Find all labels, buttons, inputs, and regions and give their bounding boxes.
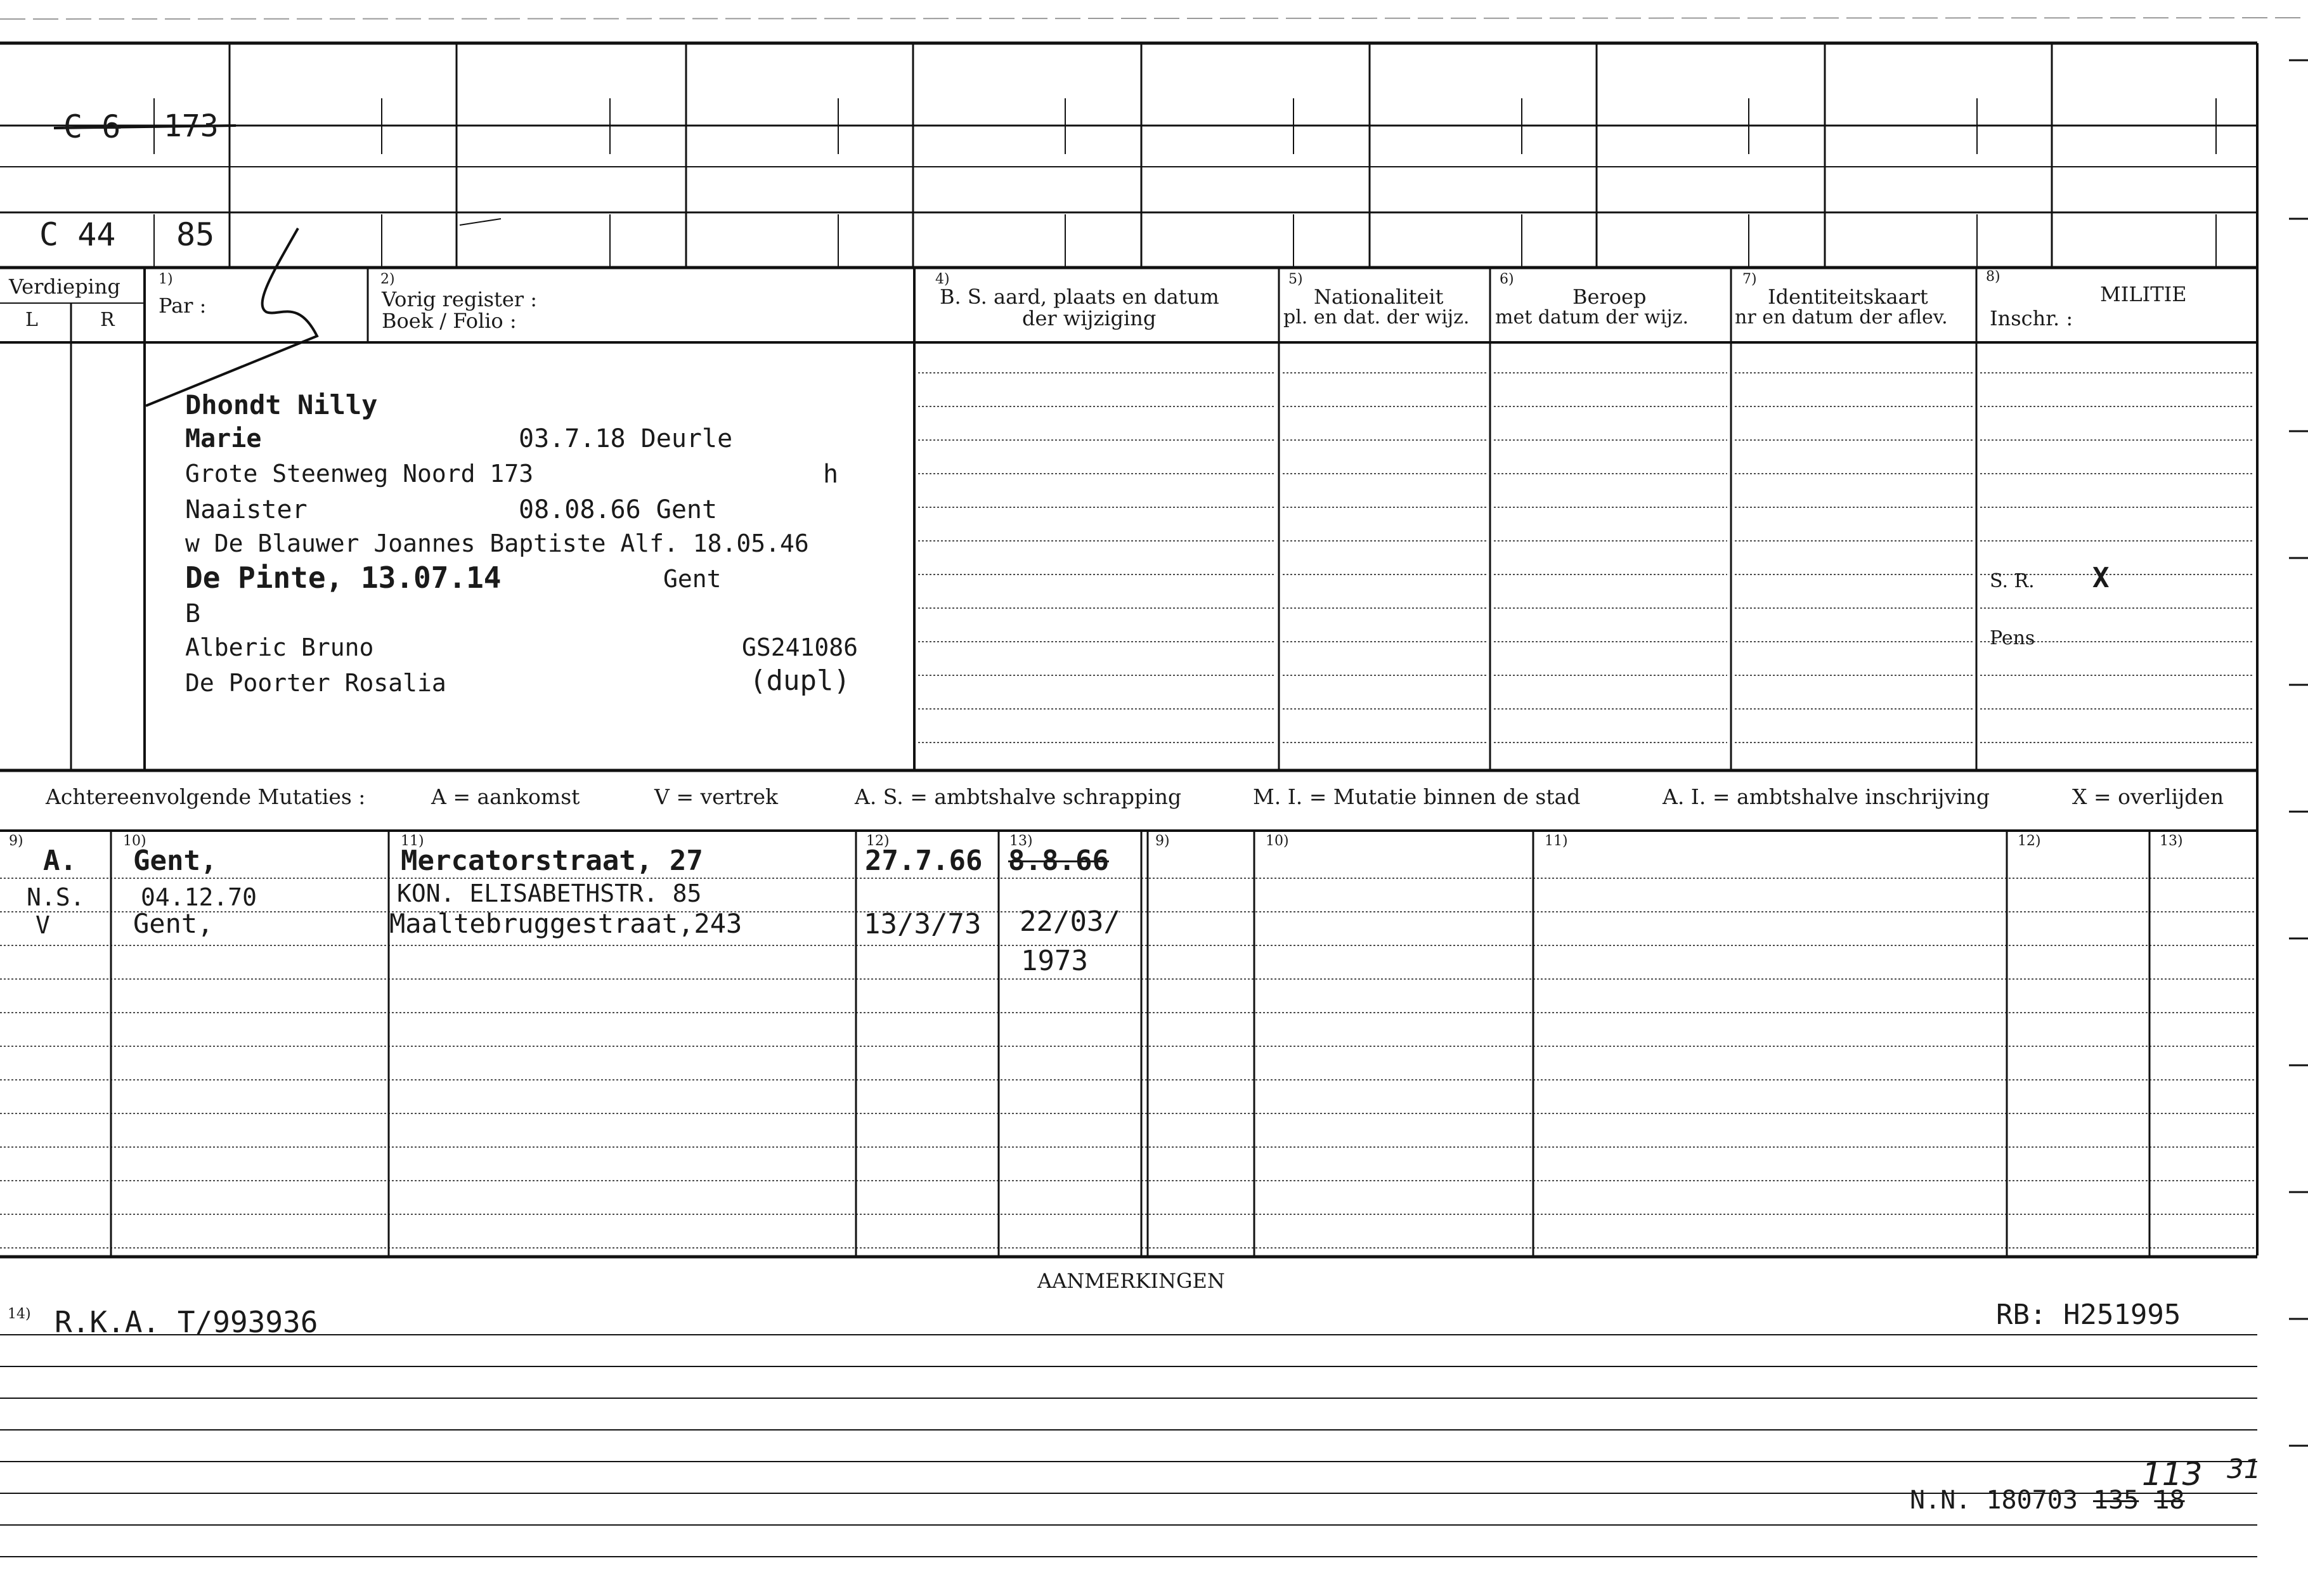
mutation-city: 04.12.70 bbox=[141, 883, 257, 911]
id-card-header-line1: Identiteitskaart bbox=[1768, 285, 1928, 309]
person-status: B bbox=[185, 599, 201, 628]
mut-col-10b: 10) bbox=[1266, 833, 1289, 849]
field-number-7: 7) bbox=[1742, 271, 1757, 287]
mutation-date-in: 27.7.66 bbox=[865, 845, 983, 877]
legend-death: X = overlijden bbox=[2072, 784, 2224, 809]
mut-col-11: 11) bbox=[401, 833, 424, 849]
floor-left-label: L bbox=[25, 309, 38, 331]
person-first-name: Marie bbox=[185, 424, 262, 453]
person-father: Alberic Bruno bbox=[185, 633, 374, 661]
bs-header-line2: der wijziging bbox=[1022, 306, 1157, 330]
id-card-header-line2: nr en datum der aflev. bbox=[1735, 306, 1948, 328]
mutation-city: Gent, bbox=[133, 908, 214, 939]
field-number-1: 1) bbox=[159, 271, 173, 287]
mut-col-12b: 12) bbox=[2018, 833, 2041, 849]
person-occupation-date: 08.08.66 Gent bbox=[519, 495, 718, 524]
field-number-5: 5) bbox=[1288, 271, 1303, 287]
mutation-city: Gent, bbox=[133, 845, 217, 877]
person-spouse: w De Blauwer Joannes Baptiste Alf. 18.05.46 bbox=[185, 529, 809, 557]
field-number-8: 8) bbox=[1986, 269, 2000, 285]
person-address-mark: h bbox=[823, 460, 839, 489]
legend-departure: V = vertrek bbox=[654, 784, 778, 809]
sr-value: X bbox=[2092, 562, 2110, 594]
legend-arrival: A = aankomst bbox=[431, 784, 580, 809]
floor-right-label: R bbox=[100, 309, 115, 331]
par-label: Par : bbox=[159, 294, 207, 318]
person-id-number: GS241086 bbox=[742, 633, 859, 661]
person-birth: 03.7.18 Deurle bbox=[519, 424, 733, 453]
person-address: Grote Steenweg Noord 173 bbox=[185, 460, 534, 488]
remark-rb: RB: H251995 bbox=[1996, 1299, 2181, 1331]
person-place-date: De Pinte, 13.07.14 bbox=[185, 561, 502, 595]
sr-label: S. R. bbox=[1990, 570, 2035, 592]
old-register-code: C 6 bbox=[63, 108, 121, 145]
mutation-street: Maaltebruggestraat,243 bbox=[389, 908, 742, 939]
person-place-date-city: Gent bbox=[663, 565, 722, 593]
remark-nn-number: N.N. 180703 bbox=[1910, 1486, 2078, 1515]
field-number-2: 2) bbox=[380, 271, 395, 287]
legend-deletion: A. S. = ambtshalve schrapping bbox=[855, 784, 1182, 809]
mutation-type: A. bbox=[43, 845, 77, 877]
pens-label: Pens bbox=[1990, 627, 2035, 649]
mut-col-13b: 13) bbox=[2160, 833, 2183, 849]
register-code: C 44 bbox=[39, 216, 116, 253]
remark-nn-new: 113 bbox=[2142, 1456, 2203, 1493]
mut-col-10: 10) bbox=[123, 833, 146, 849]
legend-registration: A. I. = ambtshalve inschrijving bbox=[1663, 784, 1990, 809]
occupation-header-line2: met datum der wijz. bbox=[1495, 306, 1689, 328]
mutation-type: N.S. bbox=[27, 883, 85, 911]
mut-col-9b: 9) bbox=[1155, 833, 1170, 849]
militie-header: MILITIE bbox=[2100, 282, 2187, 306]
bs-header-line1: B. S. aard, plaats en datum bbox=[940, 285, 1219, 309]
verdieping-label: Verdieping bbox=[9, 275, 120, 299]
mut-col-11b: 11) bbox=[1545, 833, 1568, 849]
person-occupation: Naaister bbox=[185, 495, 308, 524]
handwritten-strokes bbox=[54, 126, 501, 406]
mutation-street: KON. ELISABETHSTR. 85 bbox=[397, 879, 702, 907]
person-mother: De Poorter Rosalia bbox=[185, 669, 446, 697]
mutation-date-in: 13/3/73 bbox=[864, 908, 982, 940]
mutation-date-out: 1973 bbox=[1021, 945, 1088, 977]
register-number: 85 bbox=[176, 216, 215, 253]
mut-col-13: 13) bbox=[1009, 833, 1033, 849]
field-number-14: 14) bbox=[8, 1306, 31, 1322]
boek-folio-label: Boek / Folio : bbox=[382, 309, 517, 333]
person-dupl: (dupl) bbox=[749, 665, 850, 697]
old-register-number: 173 bbox=[164, 108, 219, 144]
vorig-register-label: Vorig register : bbox=[382, 287, 538, 311]
remark-rka: R.K.A. T/993936 bbox=[55, 1305, 318, 1339]
nationality-header-line1: Nationaliteit bbox=[1314, 285, 1444, 309]
remark-nn2-new: 31 bbox=[2227, 1453, 2261, 1484]
field-number-6: 6) bbox=[1500, 271, 1514, 287]
legend-mutation: M. I. = Mutatie binnen de stad bbox=[1253, 784, 1581, 809]
occupation-header-line1: Beroep bbox=[1572, 285, 1647, 309]
nationality-header-line2: pl. en dat. der wijz. bbox=[1283, 306, 1470, 328]
mutation-type: V bbox=[36, 911, 50, 939]
remark-nn-old: 135 bbox=[2093, 1486, 2139, 1515]
field-number-4: 4) bbox=[935, 271, 950, 287]
person-name: Dhondt Nilly bbox=[185, 389, 378, 420]
remarks-title: AANMERKINGEN bbox=[1037, 1269, 1225, 1293]
mutation-date-out: 8.8.66 bbox=[1008, 845, 1109, 877]
legend-title: Achtereenvolgende Mutaties : bbox=[46, 784, 366, 809]
mutation-street: Mercatorstraat, 27 bbox=[401, 845, 703, 877]
remark-nn2-old: 18 bbox=[2154, 1486, 2185, 1515]
mut-col-12: 12) bbox=[866, 833, 890, 849]
mut-col-9: 9) bbox=[9, 833, 23, 849]
inschr-label: Inschr. : bbox=[1990, 306, 2073, 330]
mutation-date-out: 22/03/ bbox=[1020, 905, 1120, 938]
